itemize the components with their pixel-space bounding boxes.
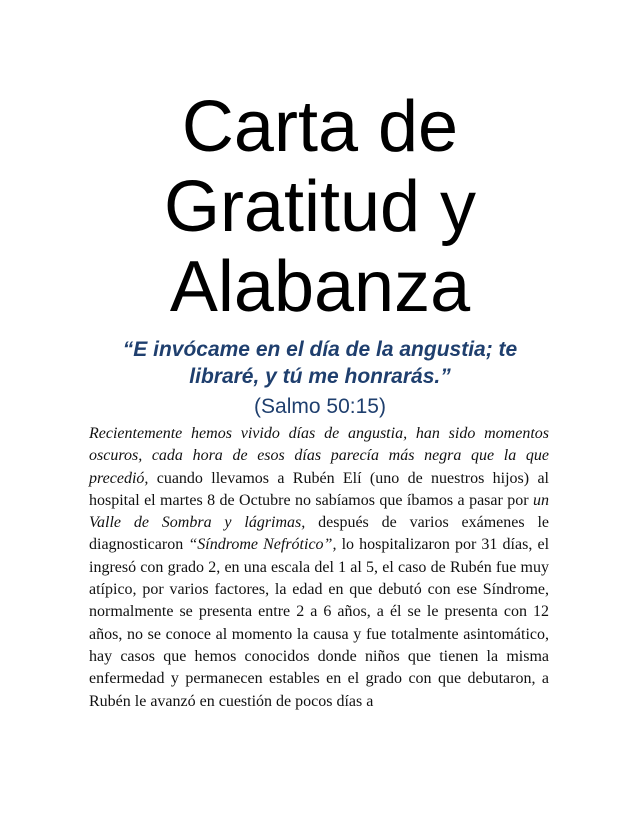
bible-verse: “E invócame en el día de la angustia; te libraré, y tú me honrarás.” bbox=[122, 338, 518, 388]
body-segment: “Síndrome Nefrótico”, bbox=[188, 536, 337, 554]
body-segment: un Valle de Sombra y lágrimas, bbox=[89, 491, 549, 532]
title-line-2: Gratitud y bbox=[163, 167, 477, 247]
document-title bbox=[90, 87, 550, 327]
body-segment: Recientemente hemos vivido días de angustia, han sido momentos oscuros, cada hora de esos días parecía más negra que la que precedió, bbox=[89, 425, 549, 487]
body-segment: cuando llevamos a Rubén Elí (uno de nuestros hijos) al hospital el martes 8 de Octubre no sabíamos que íbamos a pasar por bbox=[89, 469, 549, 509]
body-segment: lo hospitalizaron por 31 días, el ingresó con grado 2, en una escala del 1 al 5, el caso de Rubén fue muy atípico, por varios factores, la edad en que debutó con ese Síndrome, normalmente se presenta entre 2 a 6 años, a él se le presenta con 12 años, no se conoce al momento la causa y fue totalmente asintomático, hay casos que hemos conocidos donde niños que tienen la misma enfermedad y permanecen estables en el grado con que debutaron, a Rubén le avanzó en cuestión de pocos días a bbox=[89, 536, 550, 710]
verse-citation: (Salmo 50:15) bbox=[254, 395, 386, 418]
title-line-1: Carta de bbox=[181, 87, 459, 167]
title-line-3: Alabanza bbox=[169, 247, 471, 327]
letter-body bbox=[89, 423, 549, 713]
body-segment: después de varios exámenes le diagnosticaron bbox=[89, 514, 550, 554]
